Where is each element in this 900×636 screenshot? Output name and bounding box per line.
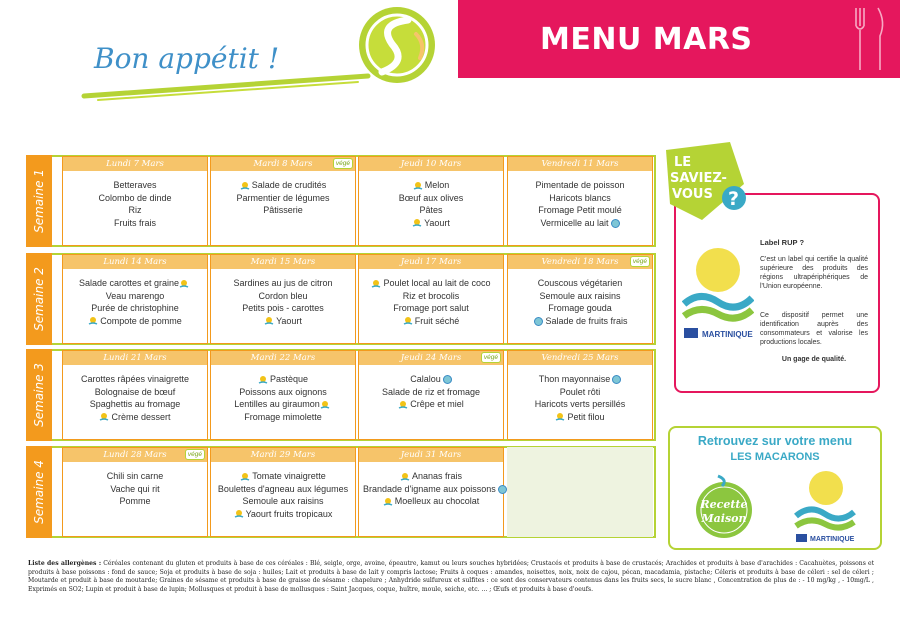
dish-label: Parmentier de légumes — [236, 192, 330, 203]
day-cell — [358, 350, 504, 440]
day-header: Jeudi 24 Mars — [359, 351, 503, 365]
dish-item — [363, 470, 499, 483]
dish-label: Boulettes d'agneau aux légumes — [217, 483, 349, 494]
local-product-icon — [371, 279, 381, 289]
dish-item — [363, 483, 499, 496]
dish-label: Fromage port salut — [393, 303, 469, 313]
dish-label: Semoule aux raisins — [242, 496, 324, 506]
day-dishes — [63, 365, 207, 427]
day-dishes — [211, 269, 355, 331]
dish-label: Fromage mimolette — [244, 411, 322, 422]
day-cell — [507, 350, 653, 440]
day-cell — [358, 254, 504, 344]
dish-item — [215, 386, 351, 399]
dish-label: Brandade d'igname aux poissons — [363, 483, 496, 494]
rup-label-icon — [612, 375, 621, 384]
day-header: Mardi 8 Mars — [211, 157, 355, 171]
week-label-tab — [26, 155, 52, 247]
dish-item — [67, 386, 203, 399]
day-dishes — [359, 171, 503, 233]
day-header: Jeudi 17 Mars — [359, 255, 503, 269]
day-header: Vendredi 11 Mars — [508, 157, 652, 171]
dish-item — [215, 411, 351, 424]
week-label: Semaine 3 — [32, 363, 46, 427]
dish-label: Salade de riz et fromage — [381, 386, 481, 397]
dish-item — [363, 192, 499, 205]
day-dishes — [211, 365, 355, 427]
local-product-icon — [413, 181, 423, 191]
dish-label: Haricots verts persillés — [534, 399, 626, 409]
dish-item — [363, 179, 499, 192]
badge-question: ? — [728, 188, 740, 210]
dish-label: Compote de pomme — [100, 315, 182, 326]
day-header: Jeudi 31 Mars — [359, 448, 503, 462]
local-product-icon — [264, 316, 274, 326]
dish-label: Thon mayonnaise — [538, 374, 611, 384]
dish-label: Sardines au jus de citron — [233, 278, 333, 288]
day-cell — [62, 350, 208, 440]
dish-item — [215, 398, 351, 411]
dish-item — [67, 302, 203, 315]
dish-label: Crème dessert — [111, 411, 171, 422]
dish-label: Semoule aux raisins — [539, 290, 621, 301]
dish-label: Lentilles au giraumon — [234, 399, 320, 409]
dish-label: Fromage Petit moulé — [538, 205, 622, 215]
dish-label: Pimentade de poisson — [535, 180, 625, 190]
day-cell — [62, 254, 208, 344]
dish-label: Fruits frais — [113, 217, 156, 228]
day-dishes — [63, 462, 207, 512]
dish-label: Petits pois - carottes — [242, 303, 324, 313]
dish-label: Poissons aux oignons — [239, 386, 327, 397]
day-cell — [62, 447, 208, 537]
rup-text-1: C'est un label qui certifie la qualité supérieure des produits des régions ultrapériphériques de l'Union européenne. — [760, 256, 868, 290]
day-header: Mardi 29 Mars — [211, 448, 355, 462]
dish-label: Salade de crudités — [251, 180, 327, 190]
rup-label-icon — [443, 375, 452, 384]
dish-label: Poulet local au lait de coco — [383, 278, 491, 288]
dish-label: Bolognaise de bœuf — [94, 386, 176, 397]
dish-item — [363, 290, 499, 303]
dish-label: Tomate vinaigrette — [252, 471, 326, 481]
local-product-icon — [555, 412, 565, 422]
dish-label: Haricots blancs — [549, 192, 611, 203]
dish-label: Pastèque — [269, 374, 309, 384]
dish-item — [512, 315, 648, 328]
local-product-icon — [240, 472, 250, 482]
dish-item — [67, 411, 203, 424]
dish-item — [512, 179, 648, 192]
local-product-icon — [88, 316, 98, 326]
dish-label: Petit filou — [567, 411, 605, 422]
day-cell — [358, 156, 504, 246]
rup-text-2: Ce dispositif permet une identification auprès des consommateurs et valorise les productions locales. — [760, 312, 868, 346]
dish-label: Salade de fruits frais — [545, 315, 628, 326]
day-header: Lundi 14 Mars — [63, 255, 207, 269]
rup-conclusion: Un gage de qualité. — [781, 356, 847, 363]
dish-label: Yaourt — [276, 315, 302, 326]
allergen-list — [28, 560, 874, 595]
saviez-vous-badge — [660, 140, 752, 222]
dish-item — [512, 398, 648, 411]
dish-label: Fruit séché — [414, 315, 460, 326]
dish-item — [512, 373, 648, 386]
dish-item — [215, 470, 351, 483]
local-product-icon — [179, 279, 189, 289]
day-header: Lundi 21 Mars — [63, 351, 207, 365]
bon-appetit-tagline: Bon appétit ! — [94, 42, 280, 75]
day-header: Lundi 28 Mars — [63, 448, 207, 462]
local-product-icon — [400, 472, 410, 482]
dish-label: Purée de christophine — [91, 303, 179, 313]
dish-label: Chili sin carne — [106, 471, 164, 481]
dish-item — [512, 386, 648, 399]
allergen-text: Céréales contenant du gluten et produits à base de ces céréales : Blé, seigle, orge, avoine, épeautre, kamut ou leurs souches hybridées; Crustacés et produits à base de crustacés; Arachides et produits à base d'arachides : Cacahuètes, poissons et produits à base poissons : fond de sauce; Soja et produits à base de soja : huiles; Lait et produits à base de lait y compris lactose; Fruits à coques : amandes, noisettes, noix, noix de cajou, pécan, macadamia, pistache; Céleris et produits à base de céleri : sel de céleri ; Moutarde et produit à base de moutarde; Graines de sésame et produits à base de graisse de sésame : chapelure ; Anhydride sulfureux et sulfites : ce sont des conservateurs contenus dans les fruits secs, le sucre blanc , Concentration de plus de : - 10 mg/kg , - 10mg/L , Exprimés en SO2; Lupin et produit à base de lupin; Mollusques et produit à base de mollusques : Saint Jacques, coque, huître, moule, seiche, etc. ... ; Œufs et produits à base d'oeufs. — [28, 560, 875, 594]
macarons-title-1: Retrouvez sur votre menu — [697, 434, 853, 448]
dish-item — [67, 290, 203, 303]
day-header: Mardi 15 Mars — [211, 255, 355, 269]
rup-label-icon — [534, 317, 543, 326]
rup-martinique-logo — [682, 244, 754, 342]
dish-item — [67, 495, 203, 508]
cutlery-icon — [848, 6, 888, 72]
dish-item — [512, 290, 648, 303]
dish-label: Fromage gouda — [548, 303, 612, 313]
dish-item — [363, 315, 499, 328]
dish-label: Couscous végétarien — [537, 278, 623, 288]
dish-label: Ananas frais — [411, 471, 463, 481]
dish-item — [512, 277, 648, 290]
dish-label: Veau marengo — [105, 290, 165, 301]
day-dishes — [359, 269, 503, 331]
local-product-icon — [240, 181, 250, 191]
day-cell — [507, 156, 653, 246]
macarons-title-2: LES MACARONS — [730, 451, 820, 463]
martinique-label-2: MARTINIQUE — [810, 536, 855, 543]
day-dishes — [63, 269, 207, 331]
dish-label: Spaghettis au fromage — [89, 399, 181, 409]
dish-item — [363, 398, 499, 411]
day-cell — [62, 156, 208, 246]
day-header: Vendredi 18 Mars — [508, 255, 652, 269]
day-dishes — [508, 365, 652, 427]
dish-label: Yaourt fruits tropicaux — [245, 508, 333, 519]
vege-badge: végé — [481, 352, 501, 363]
dish-label: Betteraves — [113, 180, 157, 190]
dish-item — [215, 483, 351, 496]
day-dishes — [211, 171, 355, 221]
day-cell — [507, 254, 653, 344]
rup-title: Label RUP ? — [760, 238, 805, 247]
dish-item — [215, 277, 351, 290]
day-cell — [358, 447, 504, 537]
dish-item — [363, 495, 499, 508]
week-label-tab — [26, 349, 52, 441]
local-product-icon — [258, 375, 268, 385]
dish-item — [67, 398, 203, 411]
dish-label: Carottes râpées vinaigrette — [80, 374, 190, 384]
local-product-icon — [412, 218, 422, 228]
page-title: MENU MARS — [540, 22, 753, 57]
day-dishes — [359, 462, 503, 512]
dish-item — [215, 204, 351, 217]
dish-item — [215, 302, 351, 315]
dish-item — [512, 411, 648, 424]
dish-item — [67, 277, 203, 290]
dish-item — [512, 217, 648, 230]
dish-label: Pâtisserie — [263, 205, 303, 215]
dish-item — [215, 495, 351, 508]
empty-day-cell — [507, 447, 653, 537]
recette-line2: Maison — [701, 512, 747, 525]
dish-item — [67, 217, 203, 230]
dish-item — [512, 302, 648, 315]
day-cell — [210, 447, 356, 537]
day-cell — [210, 156, 356, 246]
dish-item — [363, 373, 499, 386]
dish-label: Poulet rôti — [559, 386, 601, 397]
dish-item — [67, 204, 203, 217]
week-label: Semaine 2 — [32, 267, 46, 331]
vege-badge: végé — [185, 449, 205, 460]
local-product-icon — [403, 316, 413, 326]
week-label: Semaine 1 — [32, 169, 46, 233]
local-product-icon — [234, 509, 244, 519]
local-product-icon — [99, 412, 109, 422]
day-dishes — [63, 171, 207, 233]
martinique-label: MARTINIQUE — [702, 330, 753, 339]
dish-label: Pâtes — [419, 205, 443, 215]
dish-label: Bœuf aux olives — [398, 192, 464, 203]
local-product-icon — [383, 497, 393, 507]
dish-item — [67, 483, 203, 496]
dish-item — [215, 290, 351, 303]
week-label-tab — [26, 446, 52, 538]
badge-line3: VOUS — [672, 187, 713, 202]
dish-item — [67, 192, 203, 205]
dish-label: Vermicelle au lait — [540, 217, 609, 228]
week-label: Semaine 4 — [32, 460, 46, 524]
dish-item — [215, 179, 351, 192]
vege-badge: végé — [333, 158, 353, 169]
dish-item — [67, 179, 203, 192]
dish-label: Crêpe et miel — [410, 399, 464, 409]
brush-stroke-decoration — [78, 66, 378, 106]
dish-label: Riz et brocolis — [402, 290, 460, 301]
day-cell — [210, 254, 356, 344]
day-header: Vendredi 25 Mars — [508, 351, 652, 365]
local-product-icon — [398, 400, 408, 410]
dish-label: Calalou — [410, 374, 441, 384]
badge-line2: SAVIEZ- — [670, 171, 727, 186]
dish-label: Vache qui rit — [110, 483, 160, 494]
macaron-martinique-logo — [794, 468, 856, 546]
day-dishes — [211, 462, 355, 524]
dish-label: Yaourt — [424, 217, 450, 228]
dish-item — [363, 386, 499, 399]
dish-label: Moelleux au chocolat — [394, 496, 480, 506]
dish-label: Cordon bleu — [258, 290, 308, 301]
dish-item — [215, 315, 351, 328]
dish-label: Colombo de dinde — [98, 192, 172, 203]
dish-item — [363, 277, 499, 290]
dish-item — [215, 192, 351, 205]
dish-item — [215, 508, 351, 521]
dish-item — [363, 217, 499, 230]
vege-badge: végé — [630, 256, 650, 267]
day-dishes — [508, 269, 652, 331]
dish-item — [512, 192, 648, 205]
dish-label: Pomme — [119, 496, 151, 506]
dish-item — [215, 373, 351, 386]
dish-label: Riz — [128, 205, 142, 215]
day-dishes — [359, 365, 503, 415]
dish-label: Melon — [424, 180, 450, 190]
day-header: Mardi 22 Mars — [211, 351, 355, 365]
rup-label-icon — [498, 485, 507, 494]
local-product-icon — [320, 400, 330, 410]
dish-item — [363, 302, 499, 315]
day-cell — [210, 350, 356, 440]
day-dishes — [508, 171, 652, 233]
day-header: Lundi 7 Mars — [63, 157, 207, 171]
dish-item — [67, 315, 203, 328]
dish-label: Salade carottes et graine — [78, 278, 180, 288]
dish-item — [512, 204, 648, 217]
allergen-label: Liste des allergènes : — [28, 560, 102, 567]
dish-item — [363, 204, 499, 217]
recette-maison-badge — [694, 470, 754, 544]
rup-label-icon — [611, 219, 620, 228]
badge-line1: LE — [674, 155, 692, 170]
week-label-tab — [26, 253, 52, 345]
day-header: Jeudi 10 Mars — [359, 157, 503, 171]
dish-item — [67, 373, 203, 386]
dish-item — [67, 470, 203, 483]
recette-line1: Recette — [700, 498, 748, 511]
